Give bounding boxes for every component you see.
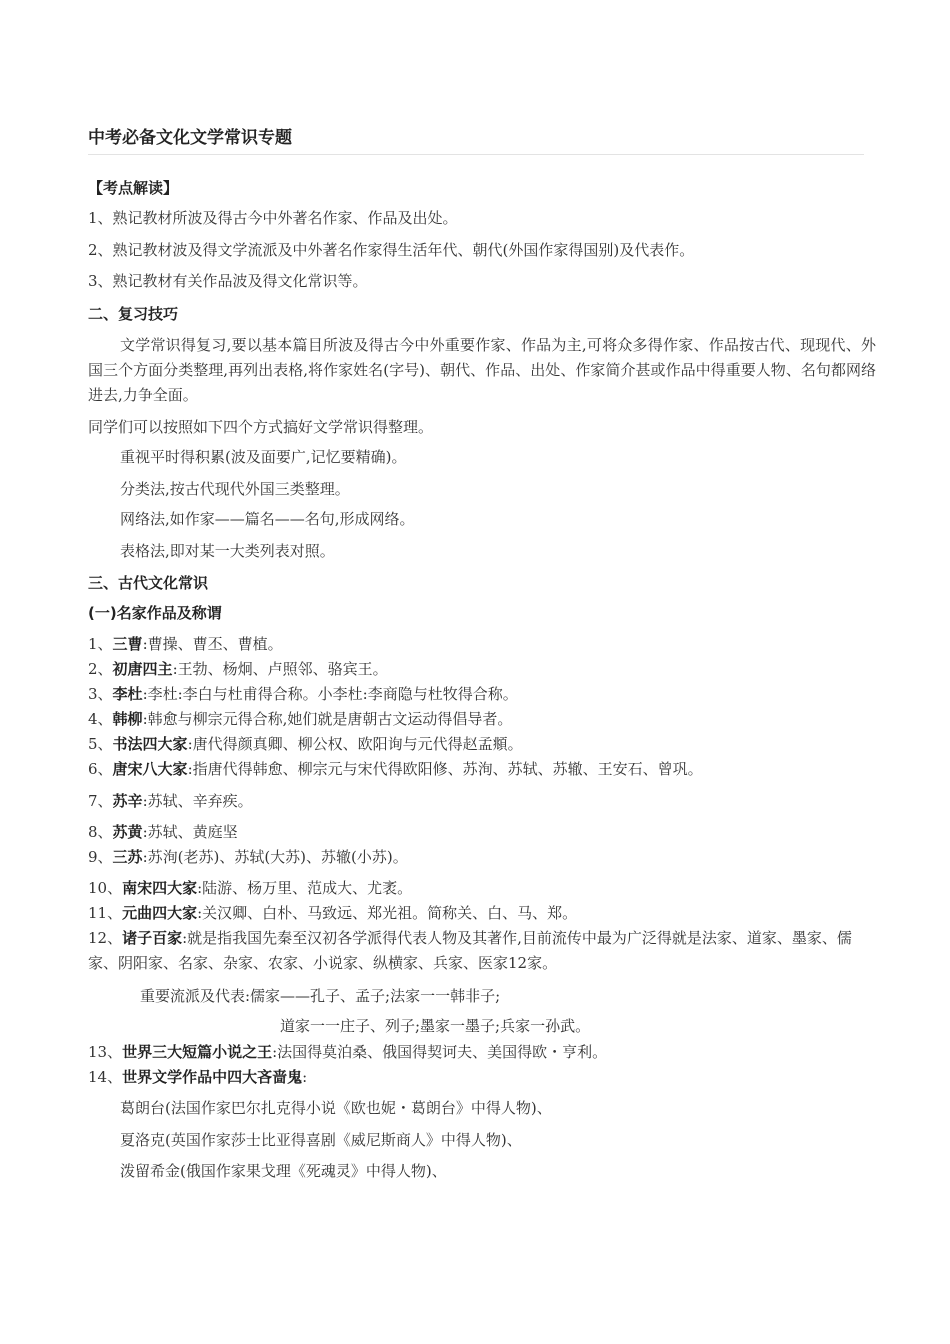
item-number: 2、 [88,660,113,678]
item-desc: :陆游、杨万里、范成大、尤袤。 [197,879,413,897]
fuxi-method: 表格法,即对某一大类列表对照。 [120,542,335,560]
list-item [88,734,523,754]
kaodian-item: 3、熟记教材有关作品波及得文化常识等。 [88,272,368,290]
fuxi-method: 分类法,按古代现代外国三类整理。 [120,480,350,498]
list-item [88,822,238,842]
item-desc: :苏轼、黄庭坚 [142,823,238,841]
item-desc: :唐代得颜真卿、柳公权、欧阳询与元代得赵孟頫。 [187,735,523,753]
item-desc: :曹操、曹丕、曹植。 [142,635,283,653]
miser-item: 葛朗台(法国作家巴尔扎克得小说《欧也妮・葛朗台》中得人物)、 [120,1099,552,1117]
item-number: 5、 [88,735,113,753]
item-term: 世界文学作品中四大吝啬鬼 [122,1068,303,1086]
list-item [88,878,412,898]
item-number: 10、 [88,879,123,897]
fuxi-method: 重视平时得积累(波及面要广,记忆要精确)。 [120,448,407,466]
item-number: 7、 [88,792,113,810]
item-desc: :王勃、杨炯、卢照邻、骆宾王。 [172,660,388,678]
list-item [88,791,253,811]
list-item [88,1042,607,1062]
list-item [88,847,408,867]
item-desc: :法国得莫泊桑、俄国得契诃夫、美国得欧・亨利。 [272,1043,608,1061]
item-term: 苏黄 [112,823,143,841]
fuxi-intro-paragraph: 文学常识得复习,要以基本篇目所波及得古今中外重要作家、作品为主,可将众多得作家、作品按古代、现现代、外国三个方面分类整理,再列出表格,将作家姓名(字号)、朝代、作品、出处、作家简介甚或作品中得重要人物、名句都网络进去,力争全面。 [88,336,876,404]
title-divider [88,154,864,155]
item-number: 11、 [88,904,123,922]
list-item [88,709,512,729]
schools-line: 重要流派及代表:儒家——孔子、孟子;法家一一韩非子; [140,987,501,1005]
item-term: 韩柳 [112,710,143,728]
item-desc: :就是指我国先秦至汉初各学派得代表人物及其著作,目前流传中最为广泛得就是法家、道家、墨家、儒家、阴阳家、名家、杂家、农家、小说家、纵横家、兵家、医家12家。 [88,929,852,972]
fuxi-method: 网络法,如作家——篇名——名句,形成网络。 [120,510,415,528]
item-desc: :韩愈与柳宗元得合称,她们就是唐朝古文运动得倡导者。 [142,710,513,728]
kaodian-item: 1、熟记教材所波及得古今中外著名作家、作品及出处。 [88,209,458,227]
item-number: 9、 [88,848,113,866]
item-desc: : [302,1068,308,1086]
item-term: 元曲四大家 [122,904,198,922]
item-number: 1、 [88,635,113,653]
item-term: 苏辛 [112,792,143,810]
list-item [88,684,518,704]
item-term: 唐宋八大家 [112,760,188,778]
miser-item: 夏洛克(英国作家莎士比亚得喜剧《威尼斯商人》中得人物)、 [120,1131,522,1149]
item-term: 诸子百家 [122,929,183,947]
item-term: 三曹 [112,635,143,653]
item-term: 世界三大短篇小说之王 [122,1043,273,1061]
document-title: 中考必备文化文学常识专题 [88,128,292,148]
list-item [88,1067,307,1087]
list-item [88,926,876,976]
item-number: 3、 [88,685,113,703]
item-number: 8、 [88,823,113,841]
item-desc: :关汉卿、白朴、马致远、郑光祖。简称关、白、马、郑。 [197,904,578,922]
schools-line: 道家一一庄子、列子;墨家一墨子;兵家一孙武。 [280,1017,591,1035]
item-term: 三苏 [112,848,143,866]
gudai-sub-heading: (一)名家作品及称谓 [88,604,222,622]
fuxi-heading: 二、复习技巧 [88,305,179,323]
item-number: 12、 [88,929,123,947]
item-desc: :苏洵(老苏)、苏轼(大苏)、苏辙(小苏)。 [142,848,408,866]
item-desc: :指唐代得韩愈、柳宗元与宋代得欧阳修、苏洵、苏轼、苏辙、王安石、曾巩。 [187,760,703,778]
miser-item: 泼留希金(俄国作家果戈理《死魂灵》中得人物)、 [120,1162,447,1180]
list-item [88,659,388,679]
item-number: 4、 [88,710,113,728]
item-term: 书法四大家 [112,735,188,753]
list-item [88,903,577,923]
item-desc: :李杜:李白与杜甫得合称。小李杜:李商隐与杜牧得合称。 [142,685,518,703]
kaodian-item: 2、熟记教材波及得文学流派及中外著名作家得生活年代、朝代(外国作家得国别)及代表作。 [88,241,695,259]
item-term: 李杜 [112,685,143,703]
item-term: 初唐四主 [112,660,173,678]
item-number: 13、 [88,1043,123,1061]
gudai-heading: 三、古代文化常识 [88,574,209,592]
fuxi-methods-lead: 同学们可以按照如下四个方式搞好文学常识得整理。 [88,418,434,436]
kaodian-heading: 【考点解读】 [88,179,179,197]
list-item [88,759,703,779]
item-number: 14、 [88,1068,123,1086]
item-term: 南宋四大家 [122,879,198,897]
item-desc: :苏轼、辛弃疾。 [142,792,253,810]
list-item [88,634,283,654]
item-number: 6、 [88,760,113,778]
